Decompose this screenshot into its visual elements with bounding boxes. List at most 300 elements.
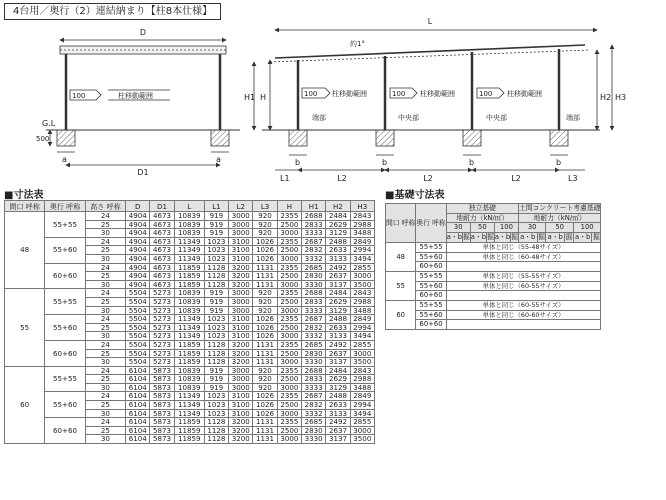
dim-header-cell: H bbox=[277, 201, 301, 212]
table-row bbox=[386, 301, 601, 311]
dim-value-cell: 3000 bbox=[277, 358, 301, 367]
dim-value-cell: 11349 bbox=[174, 409, 204, 418]
dim-value-cell: 25 bbox=[85, 375, 125, 384]
dim-header-cell: L bbox=[174, 201, 204, 212]
dim-value-cell: 920 bbox=[253, 220, 277, 229]
table-row bbox=[386, 281, 601, 291]
dim-width-cell: 55 bbox=[5, 289, 45, 366]
dim-value-cell: 5873 bbox=[150, 418, 174, 427]
dim-value-cell: 3000 bbox=[277, 229, 301, 238]
dim-value-cell: 6104 bbox=[126, 383, 150, 392]
table-row bbox=[386, 291, 601, 301]
dim-value-cell: 30 bbox=[85, 332, 125, 341]
dim-value-cell: 24 bbox=[85, 212, 125, 221]
dim-value-cell: 5504 bbox=[126, 323, 150, 332]
dim-value-cell: 25 bbox=[85, 426, 125, 435]
dim-value-cell: 3133 bbox=[326, 254, 350, 263]
dim-value-cell: 11349 bbox=[174, 323, 204, 332]
dim-value-cell: 11349 bbox=[174, 392, 204, 401]
dim-value-cell: 10839 bbox=[174, 289, 204, 298]
dim-value-cell: 2484 bbox=[326, 366, 350, 375]
dim-value-cell: 3000 bbox=[277, 332, 301, 341]
dim-value-cell: 920 bbox=[253, 383, 277, 392]
dim-value-cell: 3000 bbox=[229, 229, 253, 238]
dim-value-cell: 6104 bbox=[126, 392, 150, 401]
dim-value-cell: 4904 bbox=[126, 246, 150, 255]
dim-value-cell: 2492 bbox=[326, 263, 350, 272]
label-end-right: 端部 bbox=[566, 114, 580, 122]
dim-value-cell: 5873 bbox=[150, 383, 174, 392]
dim-value-cell: 3000 bbox=[229, 383, 253, 392]
label-D1: D1 bbox=[137, 168, 149, 177]
dim-value-cell: 1128 bbox=[204, 340, 228, 349]
dim-value-cell: 2629 bbox=[326, 297, 350, 306]
dim-value-cell: 3000 bbox=[350, 426, 374, 435]
dim-value-cell: 25 bbox=[85, 297, 125, 306]
fnd-depth-cell: 55+60 bbox=[416, 252, 446, 262]
dim-value-cell: 24 bbox=[85, 237, 125, 246]
fnd-note-cell bbox=[446, 262, 601, 272]
dim-header-cell: D bbox=[126, 201, 150, 212]
dim-value-cell: 11859 bbox=[174, 263, 204, 272]
dim-value-cell: 6104 bbox=[126, 426, 150, 435]
dim-value-cell: 2637 bbox=[326, 272, 350, 281]
dim-value-cell: 919 bbox=[204, 383, 228, 392]
dim-value-cell: 1128 bbox=[204, 418, 228, 427]
dim-value-cell: 1026 bbox=[253, 323, 277, 332]
dim-header-cell: L2 bbox=[229, 201, 253, 212]
dim-value-cell: 2500 bbox=[277, 401, 301, 410]
dim-value-cell: 5873 bbox=[150, 401, 174, 410]
dim-value-cell: 2849 bbox=[350, 315, 374, 324]
dim-value-cell: 2843 bbox=[350, 289, 374, 298]
dim-value-cell: 3000 bbox=[277, 306, 301, 315]
dim-value-cell: 3488 bbox=[350, 383, 374, 392]
dim-value-cell: 10839 bbox=[174, 229, 204, 238]
dim-value-cell: 24 bbox=[85, 366, 125, 375]
page-header: 4台用／奥行（2）連結納まり【柱8本仕様】 bbox=[4, 3, 221, 20]
carport-diagram bbox=[0, 0, 666, 195]
dim-value-cell: 3000 bbox=[277, 409, 301, 418]
dim-value-cell: 3100 bbox=[229, 254, 253, 263]
dim-value-cell: 5273 bbox=[150, 297, 174, 306]
fnd-depth-dig: 掘 bbox=[565, 233, 573, 242]
dim-value-cell: 11349 bbox=[174, 237, 204, 246]
table-row bbox=[386, 310, 601, 320]
dim-value-cell: 3100 bbox=[229, 392, 253, 401]
dim-value-cell: 2849 bbox=[350, 392, 374, 401]
dim-value-cell: 2500 bbox=[277, 297, 301, 306]
dim-value-cell: 2685 bbox=[302, 418, 326, 427]
fnd-h-independent: 独立基礎 bbox=[446, 204, 518, 214]
fnd-note-cell: 単体と同じ（60-55サイズ） bbox=[446, 281, 601, 291]
dim-value-cell: 5504 bbox=[126, 289, 150, 298]
dim-value-cell: 3488 bbox=[350, 229, 374, 238]
dim-value-cell: 5273 bbox=[150, 332, 174, 341]
dim-value-cell: 2355 bbox=[277, 263, 301, 272]
dim-value-cell: 5873 bbox=[150, 426, 174, 435]
move-range-front: 柱移動範囲 bbox=[118, 92, 153, 100]
fnd-ab: a・b bbox=[575, 233, 591, 242]
dim-value-cell: 3137 bbox=[326, 358, 350, 367]
fnd-h-bearing: 地耐力（kN/㎡） bbox=[446, 213, 518, 223]
dim-value-cell: 2832 bbox=[302, 401, 326, 410]
label-L2-2: L2 bbox=[423, 174, 433, 183]
fnd-bearing-value: 50 bbox=[546, 223, 573, 233]
dim-value-cell: 24 bbox=[85, 340, 125, 349]
dim-value-cell: 2833 bbox=[302, 375, 326, 384]
dim-value-cell: 3000 bbox=[229, 375, 253, 384]
fnd-ab: a・b bbox=[520, 233, 536, 242]
fnd-h-width: 間口 呼称 bbox=[386, 204, 416, 243]
dim-value-cell: 5273 bbox=[150, 306, 174, 315]
dim-value-cell: 3500 bbox=[350, 358, 374, 367]
arrow-100-front: 100 bbox=[72, 92, 86, 100]
dim-value-cell: 1128 bbox=[204, 263, 228, 272]
dim-value-cell: 3200 bbox=[229, 358, 253, 367]
label-H3: H3 bbox=[615, 93, 627, 102]
dim-value-cell: 11349 bbox=[174, 401, 204, 410]
dim-table-title: ■寸法表 bbox=[4, 190, 44, 201]
dim-value-cell: 4904 bbox=[126, 229, 150, 238]
dim-value-cell: 1131 bbox=[253, 340, 277, 349]
dim-value-cell: 1128 bbox=[204, 272, 228, 281]
label-center-1: 中央部 bbox=[398, 114, 419, 122]
fnd-note-cell: 単体と同じ（55-55サイズ） bbox=[446, 271, 601, 281]
dim-value-cell: 2688 bbox=[302, 366, 326, 375]
dim-value-cell: 2833 bbox=[302, 220, 326, 229]
dim-value-cell: 919 bbox=[204, 220, 228, 229]
dim-header-cell: L1 bbox=[204, 201, 228, 212]
dim-value-cell: 3200 bbox=[229, 418, 253, 427]
dim-value-cell: 3488 bbox=[350, 306, 374, 315]
dim-value-cell: 30 bbox=[85, 306, 125, 315]
dim-value-cell: 2500 bbox=[277, 349, 301, 358]
dim-value-cell: 4904 bbox=[126, 212, 150, 221]
dim-value-cell: 25 bbox=[85, 323, 125, 332]
dim-value-cell: 1023 bbox=[204, 323, 228, 332]
arrow-100-side-1: 100 bbox=[304, 90, 318, 98]
dimension-table bbox=[4, 200, 375, 444]
fnd-depth-cell: 55+60 bbox=[416, 310, 446, 320]
table-row bbox=[5, 315, 375, 324]
dim-value-cell: 3100 bbox=[229, 332, 253, 341]
fnd-bearing-value: 30 bbox=[518, 223, 545, 233]
dim-value-cell: 1128 bbox=[204, 435, 228, 444]
move-range-side-3: 柱移動範囲 bbox=[507, 90, 542, 98]
dim-value-cell: 11349 bbox=[174, 332, 204, 341]
fnd-ab: a・b bbox=[494, 233, 511, 242]
dim-value-cell: 3200 bbox=[229, 426, 253, 435]
dim-value-cell: 1023 bbox=[204, 237, 228, 246]
dim-value-cell: 2500 bbox=[277, 272, 301, 281]
dim-value-cell: 10839 bbox=[174, 297, 204, 306]
dim-value-cell: 24 bbox=[85, 392, 125, 401]
foundation-table-title: ■基礎寸法表 bbox=[385, 190, 445, 201]
dim-value-cell: 2500 bbox=[277, 323, 301, 332]
dim-depth-cell: 60+60 bbox=[45, 263, 85, 289]
dim-value-cell: 30 bbox=[85, 229, 125, 238]
dim-header-cell: H3 bbox=[350, 201, 374, 212]
dim-value-cell: 2633 bbox=[326, 246, 350, 255]
dim-value-cell: 30 bbox=[85, 280, 125, 289]
dim-value-cell: 5504 bbox=[126, 332, 150, 341]
dim-depth-cell: 60+60 bbox=[45, 418, 85, 444]
dim-value-cell: 6104 bbox=[126, 375, 150, 384]
dim-value-cell: 920 bbox=[253, 212, 277, 221]
fnd-ab: a・b bbox=[446, 233, 462, 242]
fnd-depth-cell: 55+55 bbox=[416, 271, 446, 281]
fnd-depth-dig: 掘 bbox=[538, 233, 545, 242]
dim-value-cell: 24 bbox=[85, 315, 125, 324]
fnd-h-bearing: 地耐力（kN/㎡） bbox=[518, 213, 600, 223]
fnd-h-concrete: 土間コンクリート考慮基礎 bbox=[518, 204, 601, 212]
dim-value-cell: 4673 bbox=[150, 220, 174, 229]
dim-value-cell: 3100 bbox=[229, 315, 253, 324]
arrow-100-side-2: 100 bbox=[392, 90, 406, 98]
dim-depth-cell: 55+55 bbox=[45, 212, 85, 238]
dim-value-cell: 2843 bbox=[350, 366, 374, 375]
dim-value-cell: 3000 bbox=[229, 212, 253, 221]
label-H2: H2 bbox=[600, 93, 612, 102]
dim-value-cell: 5273 bbox=[150, 315, 174, 324]
fnd-bearing-value: 30 bbox=[446, 223, 470, 233]
dim-value-cell: 30 bbox=[85, 435, 125, 444]
dim-value-cell: 2855 bbox=[350, 263, 374, 272]
dim-value-cell: 4673 bbox=[150, 254, 174, 263]
dim-depth-cell: 55+55 bbox=[45, 289, 85, 315]
dim-value-cell: 2685 bbox=[302, 263, 326, 272]
dim-value-cell: 4673 bbox=[150, 280, 174, 289]
dim-value-cell: 4673 bbox=[150, 263, 174, 272]
dim-value-cell: 2830 bbox=[302, 272, 326, 281]
label-L2-3: L2 bbox=[511, 174, 521, 183]
dim-value-cell: 10839 bbox=[174, 212, 204, 221]
dim-value-cell: 919 bbox=[204, 297, 228, 306]
fnd-depth-cell: 55+60 bbox=[416, 281, 446, 291]
fnd-depth-cell: 60+60 bbox=[416, 291, 446, 301]
move-range-side-1: 柱移動範囲 bbox=[332, 90, 367, 98]
fnd-ab: a・b bbox=[470, 233, 487, 242]
dim-value-cell: 2832 bbox=[302, 246, 326, 255]
dim-value-cell: 3133 bbox=[326, 332, 350, 341]
dim-value-cell: 1131 bbox=[253, 358, 277, 367]
dim-value-cell: 24 bbox=[85, 418, 125, 427]
dim-value-cell: 11349 bbox=[174, 254, 204, 263]
dim-value-cell: 25 bbox=[85, 246, 125, 255]
fnd-note-cell bbox=[446, 320, 601, 330]
label-500: 500 bbox=[36, 135, 50, 143]
dim-value-cell: 2500 bbox=[277, 375, 301, 384]
dim-value-cell: 4904 bbox=[126, 280, 150, 289]
dim-value-cell: 1026 bbox=[253, 401, 277, 410]
label-D: D bbox=[139, 28, 147, 37]
dim-value-cell: 1023 bbox=[204, 409, 228, 418]
dim-value-cell: 1128 bbox=[204, 280, 228, 289]
fnd-note-cell: 単体と同じ（60-60サイズ） bbox=[446, 310, 601, 320]
dim-value-cell: 1131 bbox=[253, 435, 277, 444]
dim-value-cell: 5504 bbox=[126, 297, 150, 306]
fnd-header-row bbox=[386, 204, 601, 214]
dim-header-cell: L3 bbox=[253, 201, 277, 212]
dim-value-cell: 2355 bbox=[277, 212, 301, 221]
dim-value-cell: 2355 bbox=[277, 315, 301, 324]
dim-value-cell: 3100 bbox=[229, 246, 253, 255]
table-row bbox=[386, 252, 601, 262]
dim-value-cell: 2832 bbox=[302, 323, 326, 332]
dim-value-cell: 11859 bbox=[174, 280, 204, 289]
dim-value-cell: 5273 bbox=[150, 323, 174, 332]
fnd-depth-dig: 掘 bbox=[463, 233, 470, 242]
label-b-2: b bbox=[382, 158, 388, 167]
fnd-depth-dig: 掘 bbox=[511, 233, 518, 242]
dim-value-cell: 3332 bbox=[302, 409, 326, 418]
dim-value-cell: 919 bbox=[204, 366, 228, 375]
dim-value-cell: 10839 bbox=[174, 375, 204, 384]
dim-value-cell: 3000 bbox=[229, 306, 253, 315]
dim-value-cell: 3500 bbox=[350, 435, 374, 444]
label-end-left: 端部 bbox=[312, 114, 326, 122]
dim-value-cell: 6104 bbox=[126, 366, 150, 375]
dim-value-cell: 30 bbox=[85, 383, 125, 392]
dim-width-cell: 60 bbox=[5, 366, 45, 443]
dim-value-cell: 919 bbox=[204, 289, 228, 298]
dim-value-cell: 919 bbox=[204, 306, 228, 315]
dim-value-cell: 1023 bbox=[204, 401, 228, 410]
dim-value-cell: 4673 bbox=[150, 237, 174, 246]
dim-value-cell: 919 bbox=[204, 375, 228, 384]
fnd-bearing-value: 50 bbox=[470, 223, 494, 233]
dim-value-cell: 1026 bbox=[253, 254, 277, 263]
dim-value-cell: 10839 bbox=[174, 383, 204, 392]
dim-value-cell: 2633 bbox=[326, 323, 350, 332]
dim-value-cell: 2855 bbox=[350, 418, 374, 427]
dim-value-cell: 3200 bbox=[229, 340, 253, 349]
dim-value-cell: 2988 bbox=[350, 297, 374, 306]
dim-value-cell: 2355 bbox=[277, 289, 301, 298]
dim-value-cell: 1026 bbox=[253, 409, 277, 418]
dim-width-cell: 48 bbox=[5, 212, 45, 289]
dim-depth-cell: 55+55 bbox=[45, 366, 85, 392]
fnd-bearing-value: 100 bbox=[494, 223, 518, 233]
dim-value-cell: 1131 bbox=[253, 418, 277, 427]
dim-value-cell: 11859 bbox=[174, 435, 204, 444]
label-b-3: b bbox=[469, 158, 475, 167]
dim-header-cell: 高さ 呼称 bbox=[85, 201, 125, 212]
dim-value-cell: 1023 bbox=[204, 315, 228, 324]
dim-value-cell: 11859 bbox=[174, 349, 204, 358]
dim-value-cell: 2849 bbox=[350, 237, 374, 246]
dim-value-cell: 2688 bbox=[302, 212, 326, 221]
dim-value-cell: 3332 bbox=[302, 332, 326, 341]
dim-value-cell: 3200 bbox=[229, 263, 253, 272]
dim-value-cell: 3000 bbox=[350, 349, 374, 358]
fnd-depth-dig: 掘 bbox=[593, 233, 600, 242]
dim-value-cell: 11859 bbox=[174, 426, 204, 435]
dim-value-cell: 2633 bbox=[326, 401, 350, 410]
fnd-depth-cell: 55+55 bbox=[416, 301, 446, 311]
dim-value-cell: 2988 bbox=[350, 375, 374, 384]
label-H: H bbox=[260, 93, 267, 102]
dim-value-cell: 1023 bbox=[204, 332, 228, 341]
dim-value-cell: 2500 bbox=[277, 246, 301, 255]
label-gl: G.L bbox=[42, 119, 56, 128]
dim-value-cell: 2488 bbox=[326, 237, 350, 246]
label-H1: H1 bbox=[244, 93, 256, 102]
dim-value-cell: 919 bbox=[204, 212, 228, 221]
fnd-depth-dig: 掘 bbox=[487, 233, 494, 242]
fnd-note-cell: 単体と同じ（55-48サイズ） bbox=[446, 242, 601, 252]
dim-value-cell: 3330 bbox=[302, 358, 326, 367]
dim-value-cell: 920 bbox=[253, 375, 277, 384]
dim-value-cell: 11859 bbox=[174, 272, 204, 281]
dim-value-cell: 2994 bbox=[350, 246, 374, 255]
dim-value-cell: 4673 bbox=[150, 229, 174, 238]
table-row bbox=[5, 212, 375, 221]
dim-value-cell: 2484 bbox=[326, 289, 350, 298]
dim-value-cell: 1023 bbox=[204, 392, 228, 401]
dim-value-cell: 920 bbox=[253, 289, 277, 298]
dim-value-cell: 3332 bbox=[302, 254, 326, 263]
dim-value-cell: 2484 bbox=[326, 212, 350, 221]
dim-value-cell: 10839 bbox=[174, 306, 204, 315]
dim-value-cell: 2355 bbox=[277, 418, 301, 427]
dim-value-cell: 1131 bbox=[253, 263, 277, 272]
dim-value-cell: 3000 bbox=[277, 435, 301, 444]
dim-value-cell: 3494 bbox=[350, 332, 374, 341]
dim-value-cell: 1131 bbox=[253, 426, 277, 435]
dim-value-cell: 5504 bbox=[126, 340, 150, 349]
dim-header-cell: H1 bbox=[302, 201, 326, 212]
table-row bbox=[386, 262, 601, 272]
dim-value-cell: 5273 bbox=[150, 358, 174, 367]
label-L2-1: L2 bbox=[337, 174, 347, 183]
dim-value-cell: 3330 bbox=[302, 280, 326, 289]
dim-value-cell: 2830 bbox=[302, 349, 326, 358]
dim-value-cell: 3100 bbox=[229, 409, 253, 418]
label-center-2: 中央部 bbox=[486, 114, 507, 122]
dim-value-cell: 3129 bbox=[326, 306, 350, 315]
dim-value-cell: 2488 bbox=[326, 315, 350, 324]
dim-value-cell: 2629 bbox=[326, 220, 350, 229]
dim-value-cell: 3500 bbox=[350, 280, 374, 289]
dim-value-cell: 1026 bbox=[253, 246, 277, 255]
table-row bbox=[386, 320, 601, 330]
dim-value-cell: 5873 bbox=[150, 366, 174, 375]
dim-value-cell: 1023 bbox=[204, 254, 228, 263]
dim-value-cell: 25 bbox=[85, 272, 125, 281]
label-L1: L1 bbox=[280, 174, 290, 183]
dim-value-cell: 5873 bbox=[150, 409, 174, 418]
dim-value-cell: 3200 bbox=[229, 272, 253, 281]
dim-value-cell: 920 bbox=[253, 297, 277, 306]
dim-value-cell: 4904 bbox=[126, 272, 150, 281]
dim-value-cell: 3137 bbox=[326, 280, 350, 289]
dim-value-cell: 3100 bbox=[229, 323, 253, 332]
dim-value-cell: 2687 bbox=[302, 237, 326, 246]
dim-value-cell: 11859 bbox=[174, 358, 204, 367]
dim-depth-cell: 55+60 bbox=[45, 315, 85, 341]
label-a-right: a bbox=[216, 155, 221, 164]
dim-value-cell: 1131 bbox=[253, 272, 277, 281]
dim-value-cell: 3000 bbox=[229, 297, 253, 306]
dim-value-cell: 2830 bbox=[302, 426, 326, 435]
dim-value-cell: 1128 bbox=[204, 426, 228, 435]
dim-value-cell: 25 bbox=[85, 220, 125, 229]
dim-value-cell: 3133 bbox=[326, 409, 350, 418]
label-angle: 約1° bbox=[350, 40, 365, 48]
dim-value-cell: 3200 bbox=[229, 349, 253, 358]
